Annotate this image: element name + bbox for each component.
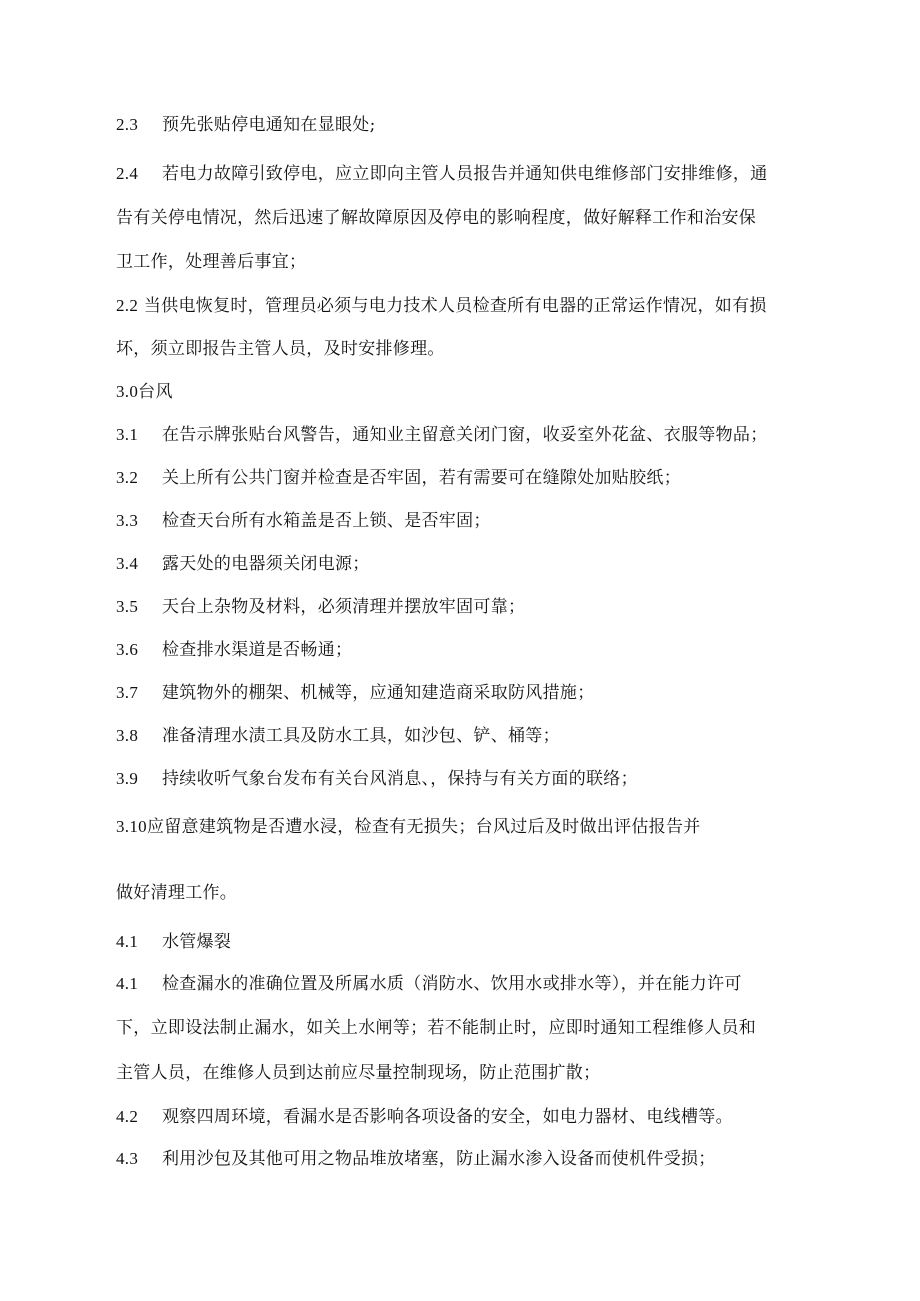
item-text: 准备清理水渍工具及防水工具，如沙包、铲、桶等；	[162, 726, 560, 746]
list-item-3-7	[116, 682, 595, 704]
list-item-4-2	[116, 1106, 733, 1128]
item-number: 3.8	[116, 726, 139, 745]
item-number: 3.10	[116, 817, 147, 836]
item-text: 当供电恢复时，管理员必须与电力技术人员检查所有电器的正常运作情况，如有损	[143, 296, 767, 316]
list-item-3-3	[116, 510, 491, 532]
item-text: 坏，须立即报告主管人员，及时安排修理。	[116, 339, 445, 359]
list-item-3-9	[116, 768, 638, 790]
item-text: 下，立即设法制止漏水，如关上水闸等；若不能制止时，应即时通知工程维修人员和	[116, 1018, 757, 1038]
list-item-4-1	[116, 973, 742, 995]
list-item-3-6	[116, 639, 352, 661]
item-number: 2.4	[116, 164, 139, 183]
item-number: 4.1	[116, 974, 139, 993]
item-text: 建筑物外的棚架、机械等，应通知建造商采取防风措施；	[162, 683, 595, 703]
list-item-continuation	[116, 1017, 756, 1039]
item-number: 2.3	[116, 115, 139, 134]
list-item-4-3	[116, 1148, 716, 1170]
list-item-3-2	[116, 467, 681, 489]
item-number: 3.4	[116, 554, 139, 573]
item-text: 关上所有公共门窗并检查是否牢固，若有需要可在缝隙处加贴胶纸；	[162, 468, 681, 488]
item-text: 露天处的电器须关闭电源；	[162, 554, 370, 574]
list-item-3-1	[116, 424, 768, 446]
section-title: 台风	[138, 382, 173, 402]
item-text: 利用沙包及其他可用之物品堆放堵塞，防止漏水渗入设备而使机件受损；	[162, 1149, 716, 1169]
item-number: 3.6	[116, 640, 139, 659]
item-text: 检查漏水的准确位置及所属水质（消防水、饮用水或排水等），并在能力许可	[162, 974, 742, 994]
item-number: 4.2	[116, 1107, 139, 1126]
list-item-3-4	[116, 553, 370, 575]
list-item-2-2	[116, 295, 767, 317]
item-number: 3.5	[116, 597, 139, 616]
list-item-3-10	[116, 816, 701, 838]
list-item-continuation	[116, 207, 756, 229]
list-item-continuation	[116, 338, 445, 360]
section-number: 3.0	[116, 382, 139, 401]
list-item-3-8	[116, 725, 560, 747]
item-text: 持续收听气象台发布有关台风消息、，保持与有关方面的联络；	[162, 769, 638, 789]
item-number: 3.3	[116, 511, 139, 530]
item-text: 告有关停电情况，然后迅速了解故障原因及停电的影响程度，做好解释工作和治安保	[116, 208, 757, 228]
list-item-continuation	[116, 251, 306, 273]
item-text: 应留意建筑物是否遭水浸，检查有无损失；台风过后及时做出评估报告并	[146, 817, 701, 837]
item-number: 3.2	[116, 468, 139, 487]
item-text: 若电力故障引致停电，应立即向主管人员报告并通知供电维修部门安排维修，通	[162, 164, 768, 184]
item-text: 主管人员，在维修人员到达前应尽量控制现场，防止范围扩散；	[116, 1063, 601, 1083]
item-number: 3.9	[116, 769, 139, 788]
item-text: 检查排水渠道是否畅通；	[162, 640, 353, 660]
item-text: 检查天台所有水箱盖是否上锁、是否牢固；	[162, 511, 491, 531]
item-number: 3.1	[116, 425, 139, 444]
section-title: 水管爆裂	[162, 932, 232, 952]
section-number: 4.1	[116, 932, 139, 951]
item-text: 天台上杂物及材料，必须清理并摆放牢固可靠；	[162, 597, 526, 617]
section-heading-pipe-burst	[116, 931, 231, 953]
list-item-2-3	[116, 114, 376, 136]
list-item-3-5	[116, 596, 525, 618]
item-number: 4.3	[116, 1149, 139, 1168]
item-text: 观察四周环境，看漏水是否影响各项设备的安全，如电力器材、电线槽等。	[162, 1107, 733, 1127]
item-text: 预先张贴停电通知在显眼处;	[162, 115, 376, 135]
item-number: 3.7	[116, 683, 139, 702]
list-item-continuation	[116, 882, 237, 904]
item-text: 在告示牌张贴台风警告，通知业主留意关闭门窗，收妥室外花盆、衣服等物品；	[162, 425, 768, 445]
section-heading-typhoon	[116, 381, 173, 403]
item-number: 2.2	[116, 296, 139, 315]
list-item-continuation	[116, 1062, 600, 1084]
item-text: 卫工作，处理善后事宜；	[116, 252, 307, 272]
list-item-2-4	[116, 163, 768, 185]
item-text: 做好清理工作。	[116, 883, 238, 903]
